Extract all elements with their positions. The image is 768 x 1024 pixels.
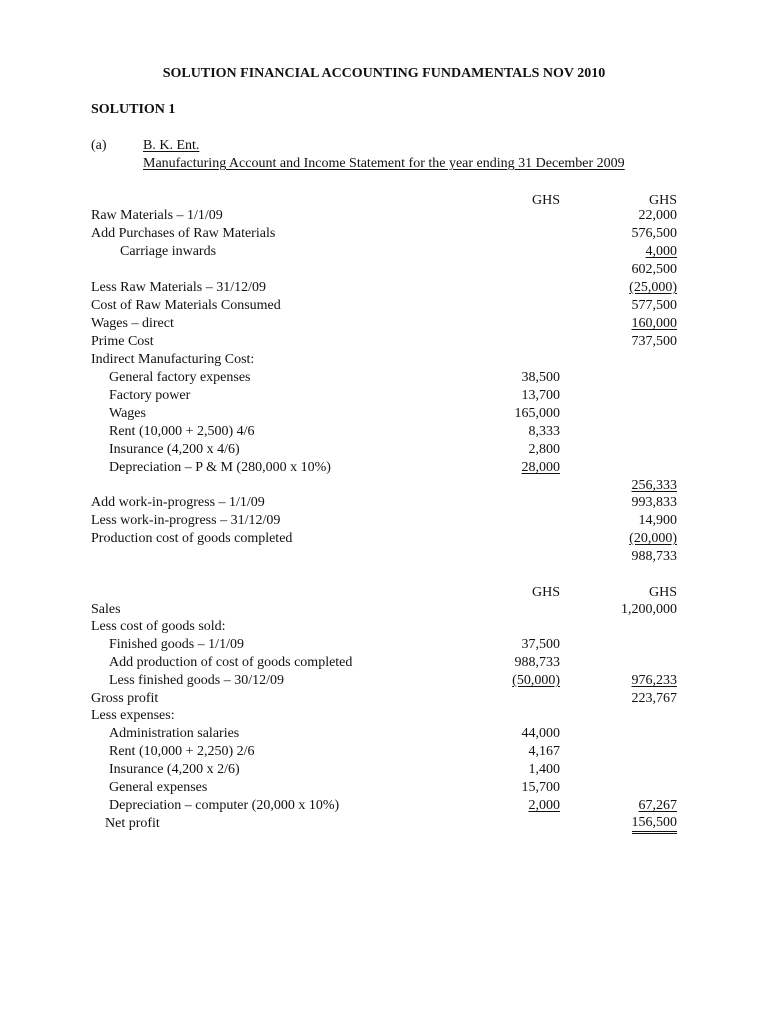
inc-value-add-production: 988,733 — [514, 655, 560, 670]
solution-heading: SOLUTION 1 — [91, 102, 176, 117]
part-label: (a) — [91, 138, 107, 153]
mfg-label-rent: Rent (10,000 + 2,500) 4/6 — [109, 424, 255, 439]
mfg-col-a-header: GHS — [531, 193, 560, 208]
inc-value-finished-close: (50,000) — [512, 673, 560, 688]
inc-col-b-header: GHS — [648, 585, 677, 600]
inc-value-sales: 1,200,000 — [621, 602, 677, 617]
inc-value-finished-open: 37,500 — [521, 637, 560, 652]
mfg-value-prime-cost: 737,500 — [631, 334, 677, 349]
mfg-label-carriage-inwards: Carriage inwards — [120, 244, 217, 259]
mfg-value-depreciation-pm: 28,000 — [521, 460, 560, 475]
inc-label-add-production: Add production of cost of goods completed — [109, 655, 353, 670]
mfg-col-b-header: GHS — [648, 193, 677, 208]
mfg-value-raw-materials-open: 22,000 — [638, 208, 677, 223]
statement-title: Manufacturing Account and Income Statement for the year ending 31 December 2009 — [143, 156, 625, 171]
mfg-value-subtotal-raw: 602,500 — [631, 262, 677, 277]
mfg-label-insurance: Insurance (4,200 x 4/6) — [109, 442, 240, 457]
mfg-value-wages: 165,000 — [514, 406, 560, 421]
mfg-value-raw-consumed: 577,500 — [631, 298, 677, 313]
mfg-value-raw-materials-close: (25,000) — [629, 280, 677, 295]
mfg-label-raw-materials-close: Less Raw Materials – 31/12/09 — [91, 280, 266, 295]
inc-value-general-expenses: 15,700 — [521, 780, 560, 795]
inc-label-net-profit: Net profit — [105, 816, 160, 831]
company-name: B. K. Ent. — [143, 138, 200, 153]
mfg-label-indirect-heading: Indirect Manufacturing Cost: — [91, 352, 255, 367]
mfg-label-factory-power: Factory power — [109, 388, 191, 403]
inc-label-depreciation-computer: Depreciation – computer (20,000 x 10%) — [109, 798, 340, 813]
inc-value-gross-profit: 223,767 — [631, 691, 677, 706]
mfg-label-raw-consumed: Cost of Raw Materials Consumed — [91, 298, 281, 313]
mfg-value-wip-close: 14,900 — [638, 513, 677, 528]
mfg-label-purchases: Add Purchases of Raw Materials — [91, 226, 276, 241]
inc-value-cogs-total: 976,233 — [631, 673, 677, 688]
mfg-value-factory-power: 13,700 — [521, 388, 560, 403]
inc-label-expenses-heading: Less expenses: — [91, 708, 175, 723]
inc-value-insurance: 1,400 — [528, 762, 560, 777]
inc-label-sales: Sales — [91, 602, 121, 617]
mfg-value-purchases: 576,500 — [631, 226, 677, 241]
mfg-value-wip-open: 993,833 — [631, 495, 677, 510]
inc-label-cogs-heading: Less cost of goods sold: — [91, 619, 226, 634]
inc-label-finished-close: Less finished goods – 30/12/09 — [109, 673, 284, 688]
inc-label-insurance: Insurance (4,200 x 2/6) — [109, 762, 240, 777]
mfg-label-production-cost: Production cost of goods completed — [91, 531, 293, 546]
mfg-value-carriage-inwards: 4,000 — [645, 244, 677, 259]
mfg-label-wip-open: Add work-in-progress – 1/1/09 — [91, 495, 265, 510]
inc-value-admin-salaries: 44,000 — [521, 726, 560, 741]
mfg-value-wages-direct: 160,000 — [631, 316, 677, 331]
inc-value-net-profit: 156,500 — [632, 815, 678, 834]
inc-label-general-expenses: General expenses — [109, 780, 208, 795]
mfg-value-general-factory: 38,500 — [521, 370, 560, 385]
mfg-value-rent: 8,333 — [528, 424, 560, 439]
mfg-label-wages: Wages — [109, 406, 146, 421]
mfg-value-insurance: 2,800 — [528, 442, 560, 457]
document-title: SOLUTION FINANCIAL ACCOUNTING FUNDAMENTALS NOV 2010 — [162, 66, 606, 81]
inc-col-a-header: GHS — [531, 585, 560, 600]
mfg-label-raw-materials-open: Raw Materials – 1/1/09 — [91, 208, 223, 223]
mfg-value-indirect-total: 256,333 — [631, 478, 677, 493]
inc-label-admin-salaries: Administration salaries — [109, 726, 240, 741]
mfg-value-production-cost: 988,733 — [631, 549, 677, 564]
inc-label-gross-profit: Gross profit — [91, 691, 159, 706]
mfg-label-wages-direct: Wages – direct — [91, 316, 174, 331]
inc-value-expenses-total: 67,267 — [638, 798, 677, 813]
inc-value-rent: 4,167 — [528, 744, 560, 759]
mfg-label-depreciation-pm: Depreciation – P & M (280,000 x 10%) — [109, 460, 331, 475]
mfg-label-general-factory: General factory expenses — [109, 370, 251, 385]
mfg-label-wip-close: Less work-in-progress – 31/12/09 — [91, 513, 281, 528]
inc-label-finished-open: Finished goods – 1/1/09 — [109, 637, 244, 652]
mfg-value-wip-adjustment: (20,000) — [629, 531, 677, 546]
inc-value-depreciation-computer: 2,000 — [528, 798, 560, 813]
inc-label-rent: Rent (10,000 + 2,250) 2/6 — [109, 744, 255, 759]
mfg-label-prime-cost: Prime Cost — [91, 334, 154, 349]
